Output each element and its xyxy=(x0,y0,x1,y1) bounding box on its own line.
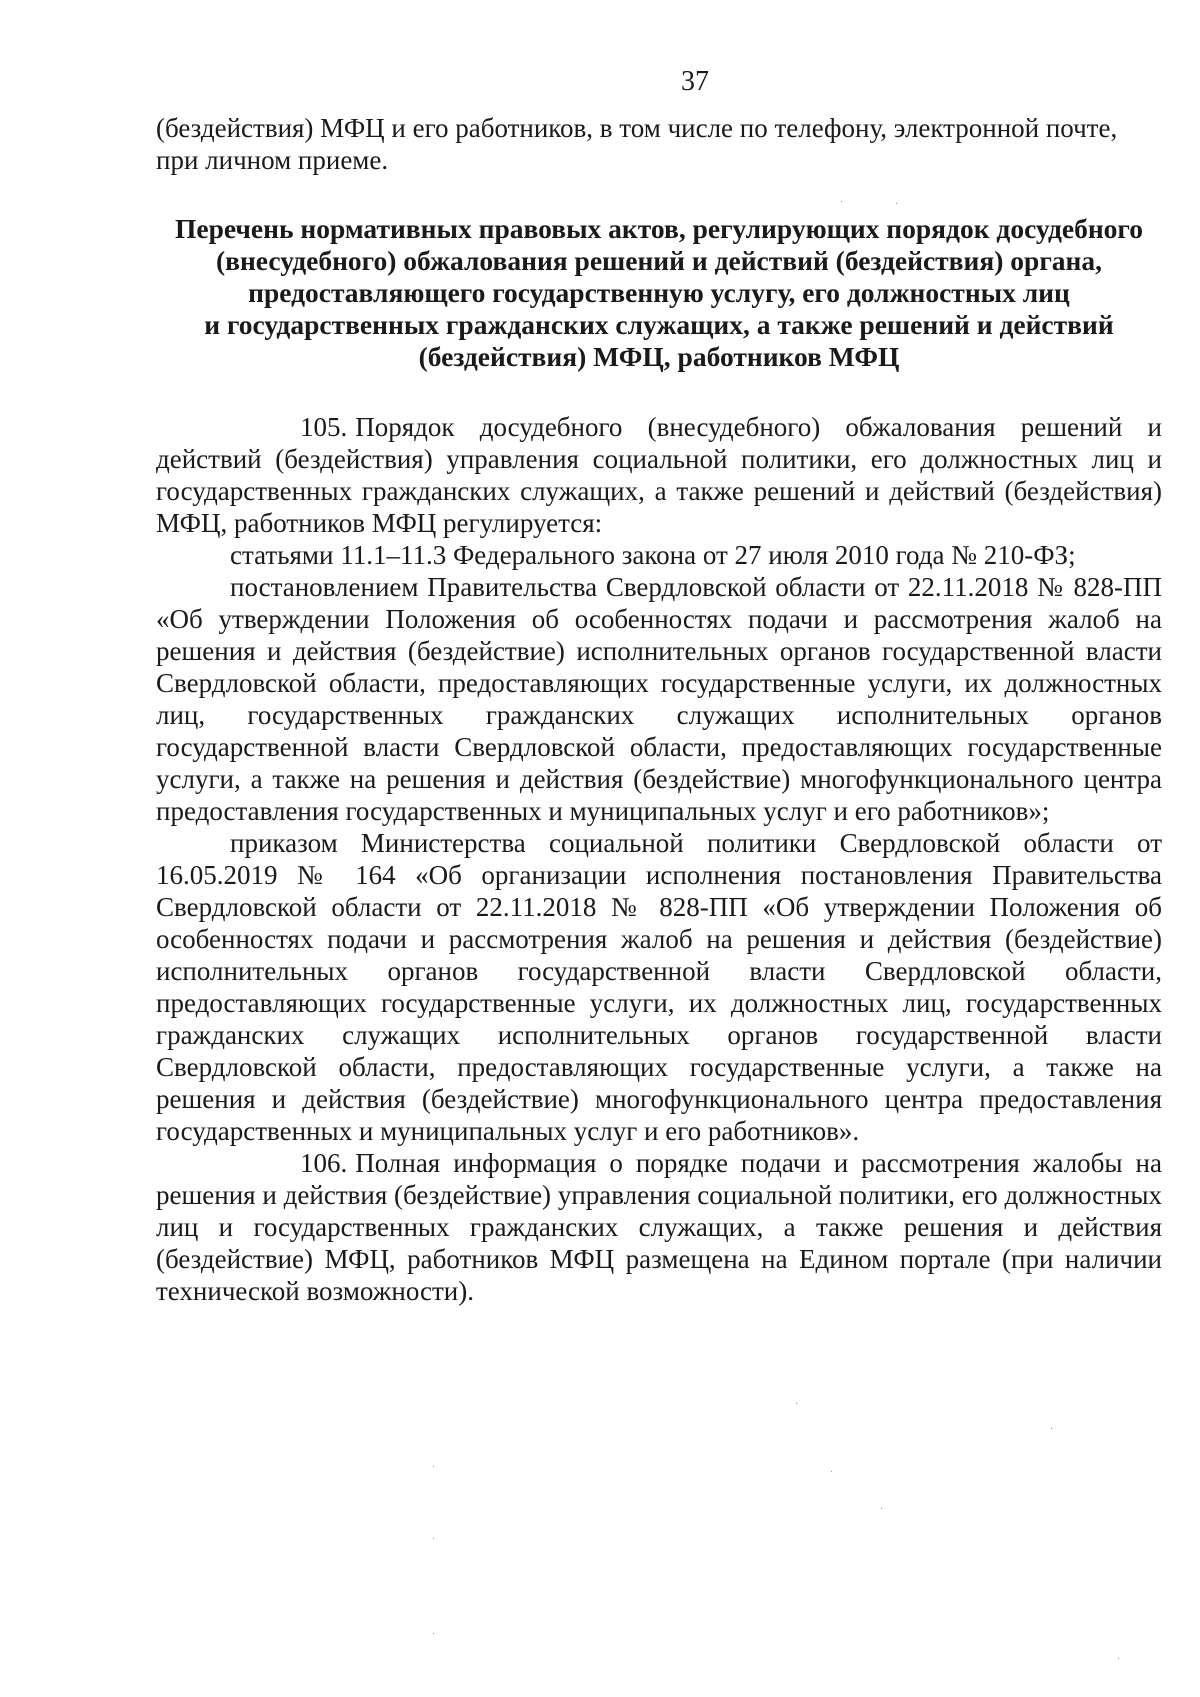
paragraph-number: 106. xyxy=(300,1148,348,1178)
paragraph-text: Полная информация о порядке подачи и рассмотрения жалобы на решения и действия (бездействие) управления социальной политики, его должностных лиц и государственных гражданских служащих, а также решения и действия (бездействие) МФЦ, работников МФЦ размещена на Едином портале (при наличии технической возможности). xyxy=(156,1148,1162,1306)
paragraph-106 xyxy=(156,1147,1162,1307)
legal-act-ministry-order: приказом Министерства социальной политики Свердловской области от 16.05.2019 № 164 «Об организации исполнения постановления Правительства Свердловской области от 22.11.2018 № 828-ПП «Об утверждении Положения об особенностях подачи и рассмотрения жалоб на решения и действия (бездействие) исполнительных органов государственной власти Свердловской области, предоставляющих государственные услуги, их должностных лиц, государственных гражданских служащих исполнительных органов государственной власти Свердловской области, предоставляющих государственные услуги, а также на решения и действия (бездействие) многофункционального центра предоставления государственных и муниципальных услуг и его работников». xyxy=(156,828,1162,1146)
scan-speck: · xyxy=(880,1504,884,1515)
heading-line: и государственных гражданских служащих, а также решений и действий xyxy=(204,309,1114,340)
heading-line: Перечень нормативных правовых актов, регулирующих порядок досудебного xyxy=(175,213,1143,244)
scan-speck: · xyxy=(432,1462,436,1473)
legal-act-federal-law: статьями 11.1–11.3 Федерального закона от 27 июля 2010 года № 210-ФЗ; xyxy=(230,540,1076,570)
paragraph-number: 105. xyxy=(300,412,348,442)
document-body xyxy=(156,411,1162,1307)
paragraph-text: Порядок досудебного (внесудебного) обжалования решений и действий (бездействия) управления социальной политики, его должностных лиц и государственных гражданских служащих, а также решений и действий (бездействия) МФЦ, работников МФЦ регулируется: xyxy=(156,412,1162,538)
continuation-paragraph: (бездействия) МФЦ и его работников, в том числе по телефону, электронной почте, при личном приеме. xyxy=(156,113,1118,175)
scan-speck: · xyxy=(840,197,844,208)
scan-speck: · xyxy=(432,1629,436,1640)
scan-speck: · xyxy=(1050,1424,1054,1435)
scan-speck: · xyxy=(432,1534,436,1545)
heading-line: (внесудебного) обжалования решений и действий (бездействия) органа, xyxy=(215,245,1103,276)
page-number: 37 xyxy=(681,66,709,97)
scan-speck: · xyxy=(830,1467,834,1478)
heading-line: (бездействия) МФЦ, работников МФЦ xyxy=(418,341,900,372)
section-heading xyxy=(156,213,1162,373)
scan-speck: · xyxy=(895,199,899,210)
paragraph-105 xyxy=(156,411,1162,539)
scan-speck: · xyxy=(1117,1654,1121,1665)
legal-act-government-resolution: постановлением Правительства Свердловской области от 22.11.2018 № 828-ПП «Об утверждении Положения об особенностях подачи и рассмотрения жалоб на решения и действия (бездействие) исполнительных органов государственной власти Свердловской области, предоставляющих государственные услуги, их должностных лиц, государственных гражданских служащих исполнительных органов государственной власти Свердловской области, предоставляющих государственные услуги, а также на решения и действия (бездействие) многофункционального центра предоставления государственных и муниципальных услуг и его работников»; xyxy=(156,572,1162,826)
scan-speck: · xyxy=(795,1399,799,1410)
heading-line: предоставляющего государственную услугу, его должностных лиц xyxy=(248,277,1070,308)
